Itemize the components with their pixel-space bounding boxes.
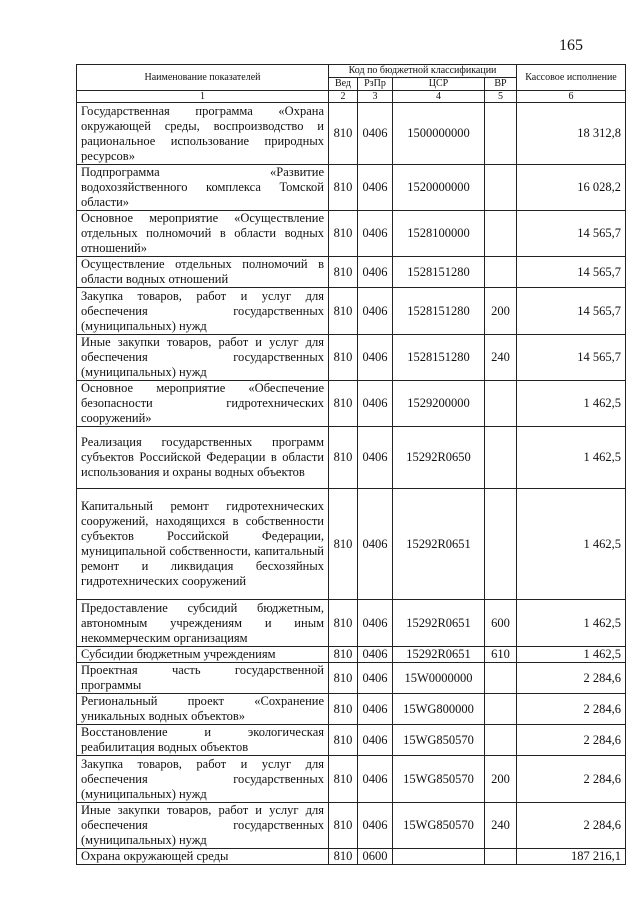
header-vr: ВР	[485, 78, 517, 91]
row-csr: 1500000000	[393, 103, 485, 165]
row-csr: 1528151280	[393, 335, 485, 381]
row-rzpr: 0406	[358, 725, 393, 756]
column-number: 2	[329, 91, 358, 103]
row-ved: 810	[329, 725, 358, 756]
row-amount: 2 284,6	[517, 663, 626, 694]
column-number: 5	[485, 91, 517, 103]
row-rzpr: 0406	[358, 288, 393, 335]
row-csr: 1529200000	[393, 381, 485, 427]
table-row	[77, 725, 626, 756]
row-csr: 15WG850570	[393, 803, 485, 849]
row-ved: 810	[329, 756, 358, 803]
row-csr: 15292R0651	[393, 647, 485, 663]
row-ved: 810	[329, 288, 358, 335]
table-row	[77, 756, 626, 803]
row-ved: 810	[329, 489, 358, 600]
table-row	[77, 663, 626, 694]
table-row	[77, 427, 626, 489]
row-ved: 810	[329, 165, 358, 211]
row-vr: 600	[485, 600, 517, 647]
row-name: Основное мероприятие «Обеспечение безопасности гидротехнических сооружений»	[77, 381, 329, 427]
row-amount: 14 565,7	[517, 335, 626, 381]
row-csr: 15292R0651	[393, 600, 485, 647]
row-ved: 810	[329, 335, 358, 381]
header-code-group: Код по бюджетной классификации	[329, 65, 517, 78]
row-csr: 15WG850570	[393, 725, 485, 756]
header-name: Наименование показателей	[77, 65, 329, 91]
column-number: 4	[393, 91, 485, 103]
table-row	[77, 647, 626, 663]
row-amount: 1 462,5	[517, 600, 626, 647]
table-row	[77, 489, 626, 600]
row-name: Осуществление отдельных полномочий в области водных отношений	[77, 257, 329, 288]
row-rzpr: 0406	[358, 663, 393, 694]
column-number: 6	[517, 91, 626, 103]
row-ved: 810	[329, 211, 358, 257]
row-rzpr: 0406	[358, 165, 393, 211]
row-csr	[393, 849, 485, 865]
table-row	[77, 257, 626, 288]
row-csr: 15292R0651	[393, 489, 485, 600]
row-name: Восстановление и экологическая реабилитация водных объектов	[77, 725, 329, 756]
table-row	[77, 381, 626, 427]
row-vr: 240	[485, 803, 517, 849]
row-rzpr: 0406	[358, 381, 393, 427]
row-csr: 1528151280	[393, 257, 485, 288]
row-vr: 240	[485, 335, 517, 381]
row-name: Реализация государственных программ субъектов Российской Федерации в области использования и охраны водных объектов	[77, 427, 329, 489]
row-rzpr: 0406	[358, 427, 393, 489]
row-name: Иные закупки товаров, работ и услуг для обеспечения государственных (муниципальных) нужд	[77, 803, 329, 849]
row-vr	[485, 211, 517, 257]
budget-table	[76, 64, 626, 865]
row-name: Закупка товаров, работ и услуг для обеспечения государственных (муниципальных) нужд	[77, 756, 329, 803]
row-amount: 2 284,6	[517, 756, 626, 803]
row-name: Субсидии бюджетным учреждениям	[77, 647, 329, 663]
row-amount: 2 284,6	[517, 694, 626, 725]
header-amount: Кассовое исполнение	[517, 65, 626, 91]
page-number: 165	[559, 37, 583, 54]
row-vr: 200	[485, 288, 517, 335]
row-amount: 187 216,1	[517, 849, 626, 865]
row-rzpr: 0406	[358, 600, 393, 647]
table-row	[77, 694, 626, 725]
row-name: Основное мероприятие «Осуществление отдельных полномочий в области водных отношений»	[77, 211, 329, 257]
row-vr	[485, 381, 517, 427]
row-amount: 2 284,6	[517, 725, 626, 756]
row-ved: 810	[329, 103, 358, 165]
column-number: 3	[358, 91, 393, 103]
row-rzpr: 0406	[358, 694, 393, 725]
table-row	[77, 335, 626, 381]
row-name: Иные закупки товаров, работ и услуг для обеспечения государственных (муниципальных) нужд	[77, 335, 329, 381]
row-rzpr: 0406	[358, 103, 393, 165]
table-row	[77, 849, 626, 865]
row-ved: 810	[329, 427, 358, 489]
row-vr: 610	[485, 647, 517, 663]
row-ved: 810	[329, 849, 358, 865]
row-name: Проектная часть государственной программы	[77, 663, 329, 694]
row-amount: 14 565,7	[517, 257, 626, 288]
row-amount: 1 462,5	[517, 427, 626, 489]
table-row	[77, 103, 626, 165]
row-ved: 810	[329, 803, 358, 849]
row-csr: 1528100000	[393, 211, 485, 257]
header-csr: ЦСР	[393, 78, 485, 91]
row-ved: 810	[329, 381, 358, 427]
table-row	[77, 211, 626, 257]
row-ved: 810	[329, 694, 358, 725]
row-rzpr: 0406	[358, 335, 393, 381]
row-rzpr: 0406	[358, 211, 393, 257]
row-csr: 15W0000000	[393, 663, 485, 694]
row-vr	[485, 849, 517, 865]
header-ved: Вед	[329, 78, 358, 91]
row-vr	[485, 725, 517, 756]
row-vr: 200	[485, 756, 517, 803]
row-csr: 15292R0650	[393, 427, 485, 489]
row-amount: 1 462,5	[517, 381, 626, 427]
row-rzpr: 0600	[358, 849, 393, 865]
row-name: Предоставление субсидий бюджетным, автономным учреждениям и иным некоммерческим организациям	[77, 600, 329, 647]
row-name: Закупка товаров, работ и услуг для обеспечения государственных (муниципальных) нужд	[77, 288, 329, 335]
row-amount: 2 284,6	[517, 803, 626, 849]
row-ved: 810	[329, 647, 358, 663]
row-vr	[485, 257, 517, 288]
row-csr: 15WG850570	[393, 756, 485, 803]
row-csr: 1528151280	[393, 288, 485, 335]
row-rzpr: 0406	[358, 647, 393, 663]
row-amount: 18 312,8	[517, 103, 626, 165]
header-rzpr: РзПр	[358, 78, 393, 91]
table-row	[77, 288, 626, 335]
row-csr: 1520000000	[393, 165, 485, 211]
row-vr	[485, 165, 517, 211]
table-body	[77, 103, 626, 865]
row-amount: 16 028,2	[517, 165, 626, 211]
row-name: Подпрограмма «Развитие водохозяйственного комплекса Томской области»	[77, 165, 329, 211]
row-rzpr: 0406	[358, 257, 393, 288]
row-name: Охрана окружающей среды	[77, 849, 329, 865]
row-amount: 1 462,5	[517, 489, 626, 600]
row-vr	[485, 694, 517, 725]
row-csr: 15WG800000	[393, 694, 485, 725]
column-number: 1	[77, 91, 329, 103]
row-amount: 14 565,7	[517, 288, 626, 335]
row-name: Региональный проект «Сохранение уникальных водных объектов»	[77, 694, 329, 725]
table-row	[77, 803, 626, 849]
row-vr	[485, 427, 517, 489]
row-vr	[485, 489, 517, 600]
row-amount: 1 462,5	[517, 647, 626, 663]
table-row	[77, 165, 626, 211]
row-rzpr: 0406	[358, 803, 393, 849]
table-row	[77, 600, 626, 647]
row-name: Капитальный ремонт гидротехнических сооружений, находящихся в собственности субъектов Российской Федерации, муниципальной собственности, капитальный ремонт и ликвидация бесхозяйных гидротехнических сооружений	[77, 489, 329, 600]
row-rzpr: 0406	[358, 756, 393, 803]
row-rzpr: 0406	[358, 489, 393, 600]
row-name: Государственная программа «Охрана окружающей среды, воспроизводство и рациональное использование природных ресурсов»	[77, 103, 329, 165]
row-amount: 14 565,7	[517, 211, 626, 257]
row-vr	[485, 103, 517, 165]
row-ved: 810	[329, 663, 358, 694]
row-ved: 810	[329, 257, 358, 288]
row-vr	[485, 663, 517, 694]
row-ved: 810	[329, 600, 358, 647]
